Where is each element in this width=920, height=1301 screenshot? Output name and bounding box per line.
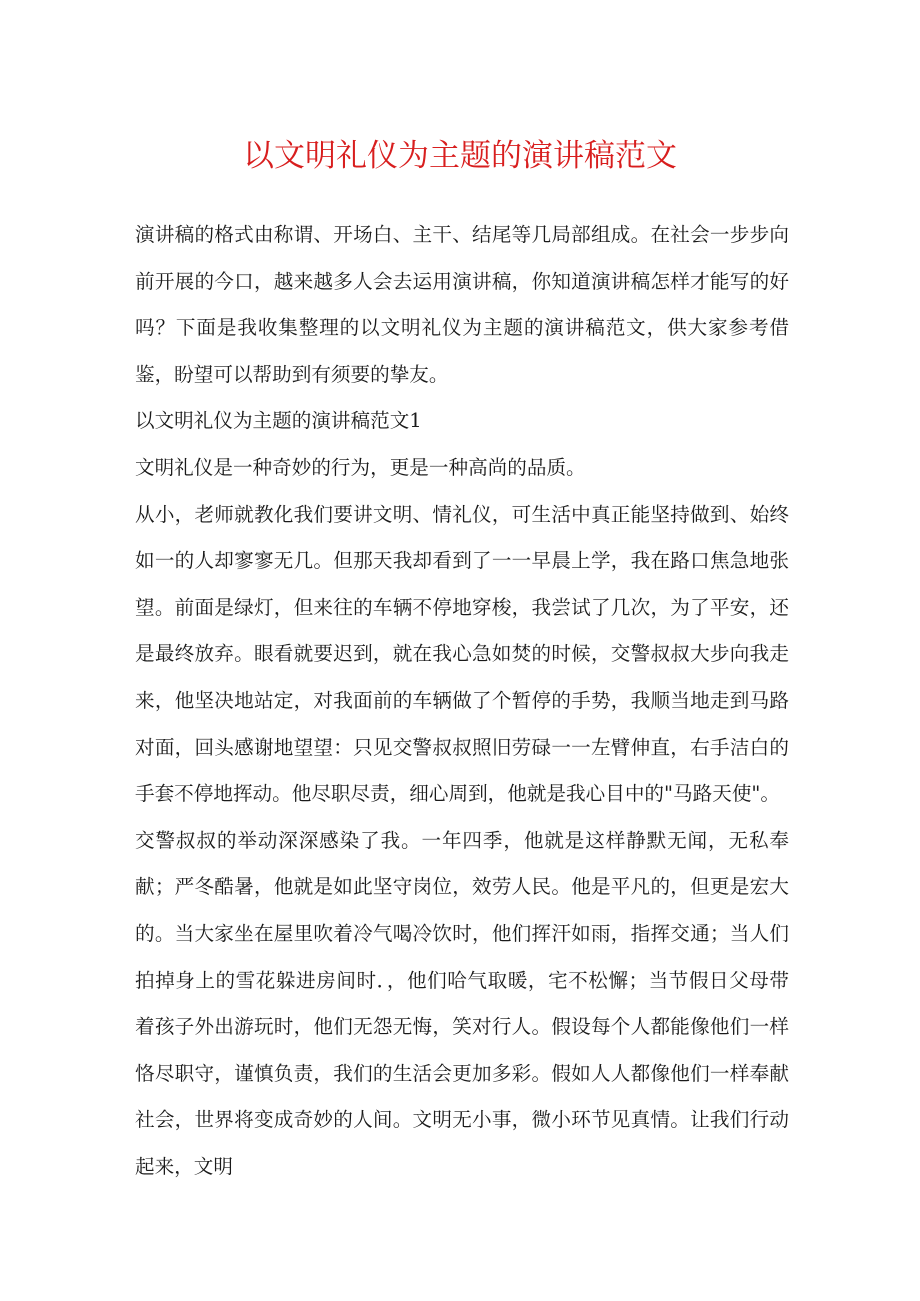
paragraph: 交警叔叔的举动深深感染了我。一年四季，他就是这样静默无闻，无私奉献；严冬酷暑，他就是如此坚守岗位，效劳人民。他是平凡的，但更是宏大的。当大家坐在屋里吹着冷气喝冷饮时，他们挥汗如雨，指挥交通；当人们拍掉身上的雪花躲进房间时．，他们哈气取暖，宅不松懈；当节假日父母带着孩子外出游玩时，他们无怨无悔，笑对行人。假设每个人都能像他们一样恪尽职守，谨慎负责，我们的生活会更加多彩。假如人人都像他们一样奉献社会，世界将变成奇妙的人间。文明无小事，微小环节见真情。让我们行动起来，文明 (135, 828, 789, 1178)
section-heading: 以文明礼仪为主题的演讲稿范文1 (135, 409, 422, 433)
document-body (135, 212, 789, 1190)
paragraph: 文明礼仪是一种奇妙的行为，更是一种高尚的品质。 (135, 455, 586, 479)
document-title: 以文明礼仪为主题的演讲稿范文 (243, 138, 677, 174)
paragraph: 从小，老师就教化我们要讲文明、情礼仪，可生活中真正能坚持做到、始终如一的人却寥寥无几。但那天我却看到了一一早晨上学，我在路口焦急地张望。前面是绿灯，但来往的车辆不停地穿梭，我尝试了几次，为了平安，还是最终放弃。眼看就要迟到，就在我心急如焚的时候，交警叔叔大步向我走来，他坚决地站定，对我面前的车辆做了个暂停的手势，我顺当地走到马路对面，回头感谢地望望：只见交警叔叔照旧劳碌一一左臂伸直，右手洁白的手套不停地挥动。他尽职尽责，细心周到，他就是我心目中的"马路天使"。 (135, 502, 789, 806)
paragraph-intro: 演讲稿的格式由称谓、开场白、主干、结尾等几局部组成。在社会一步步向前开展的今口，越来越多人会去运用演讲稿，你知道演讲稿怎样才能写的好吗？下面是我收集整理的以文明礼仪为主题的演讲稿范文，供大家参考借鉴，盼望可以帮助到有须要的挚友。 (135, 223, 789, 386)
